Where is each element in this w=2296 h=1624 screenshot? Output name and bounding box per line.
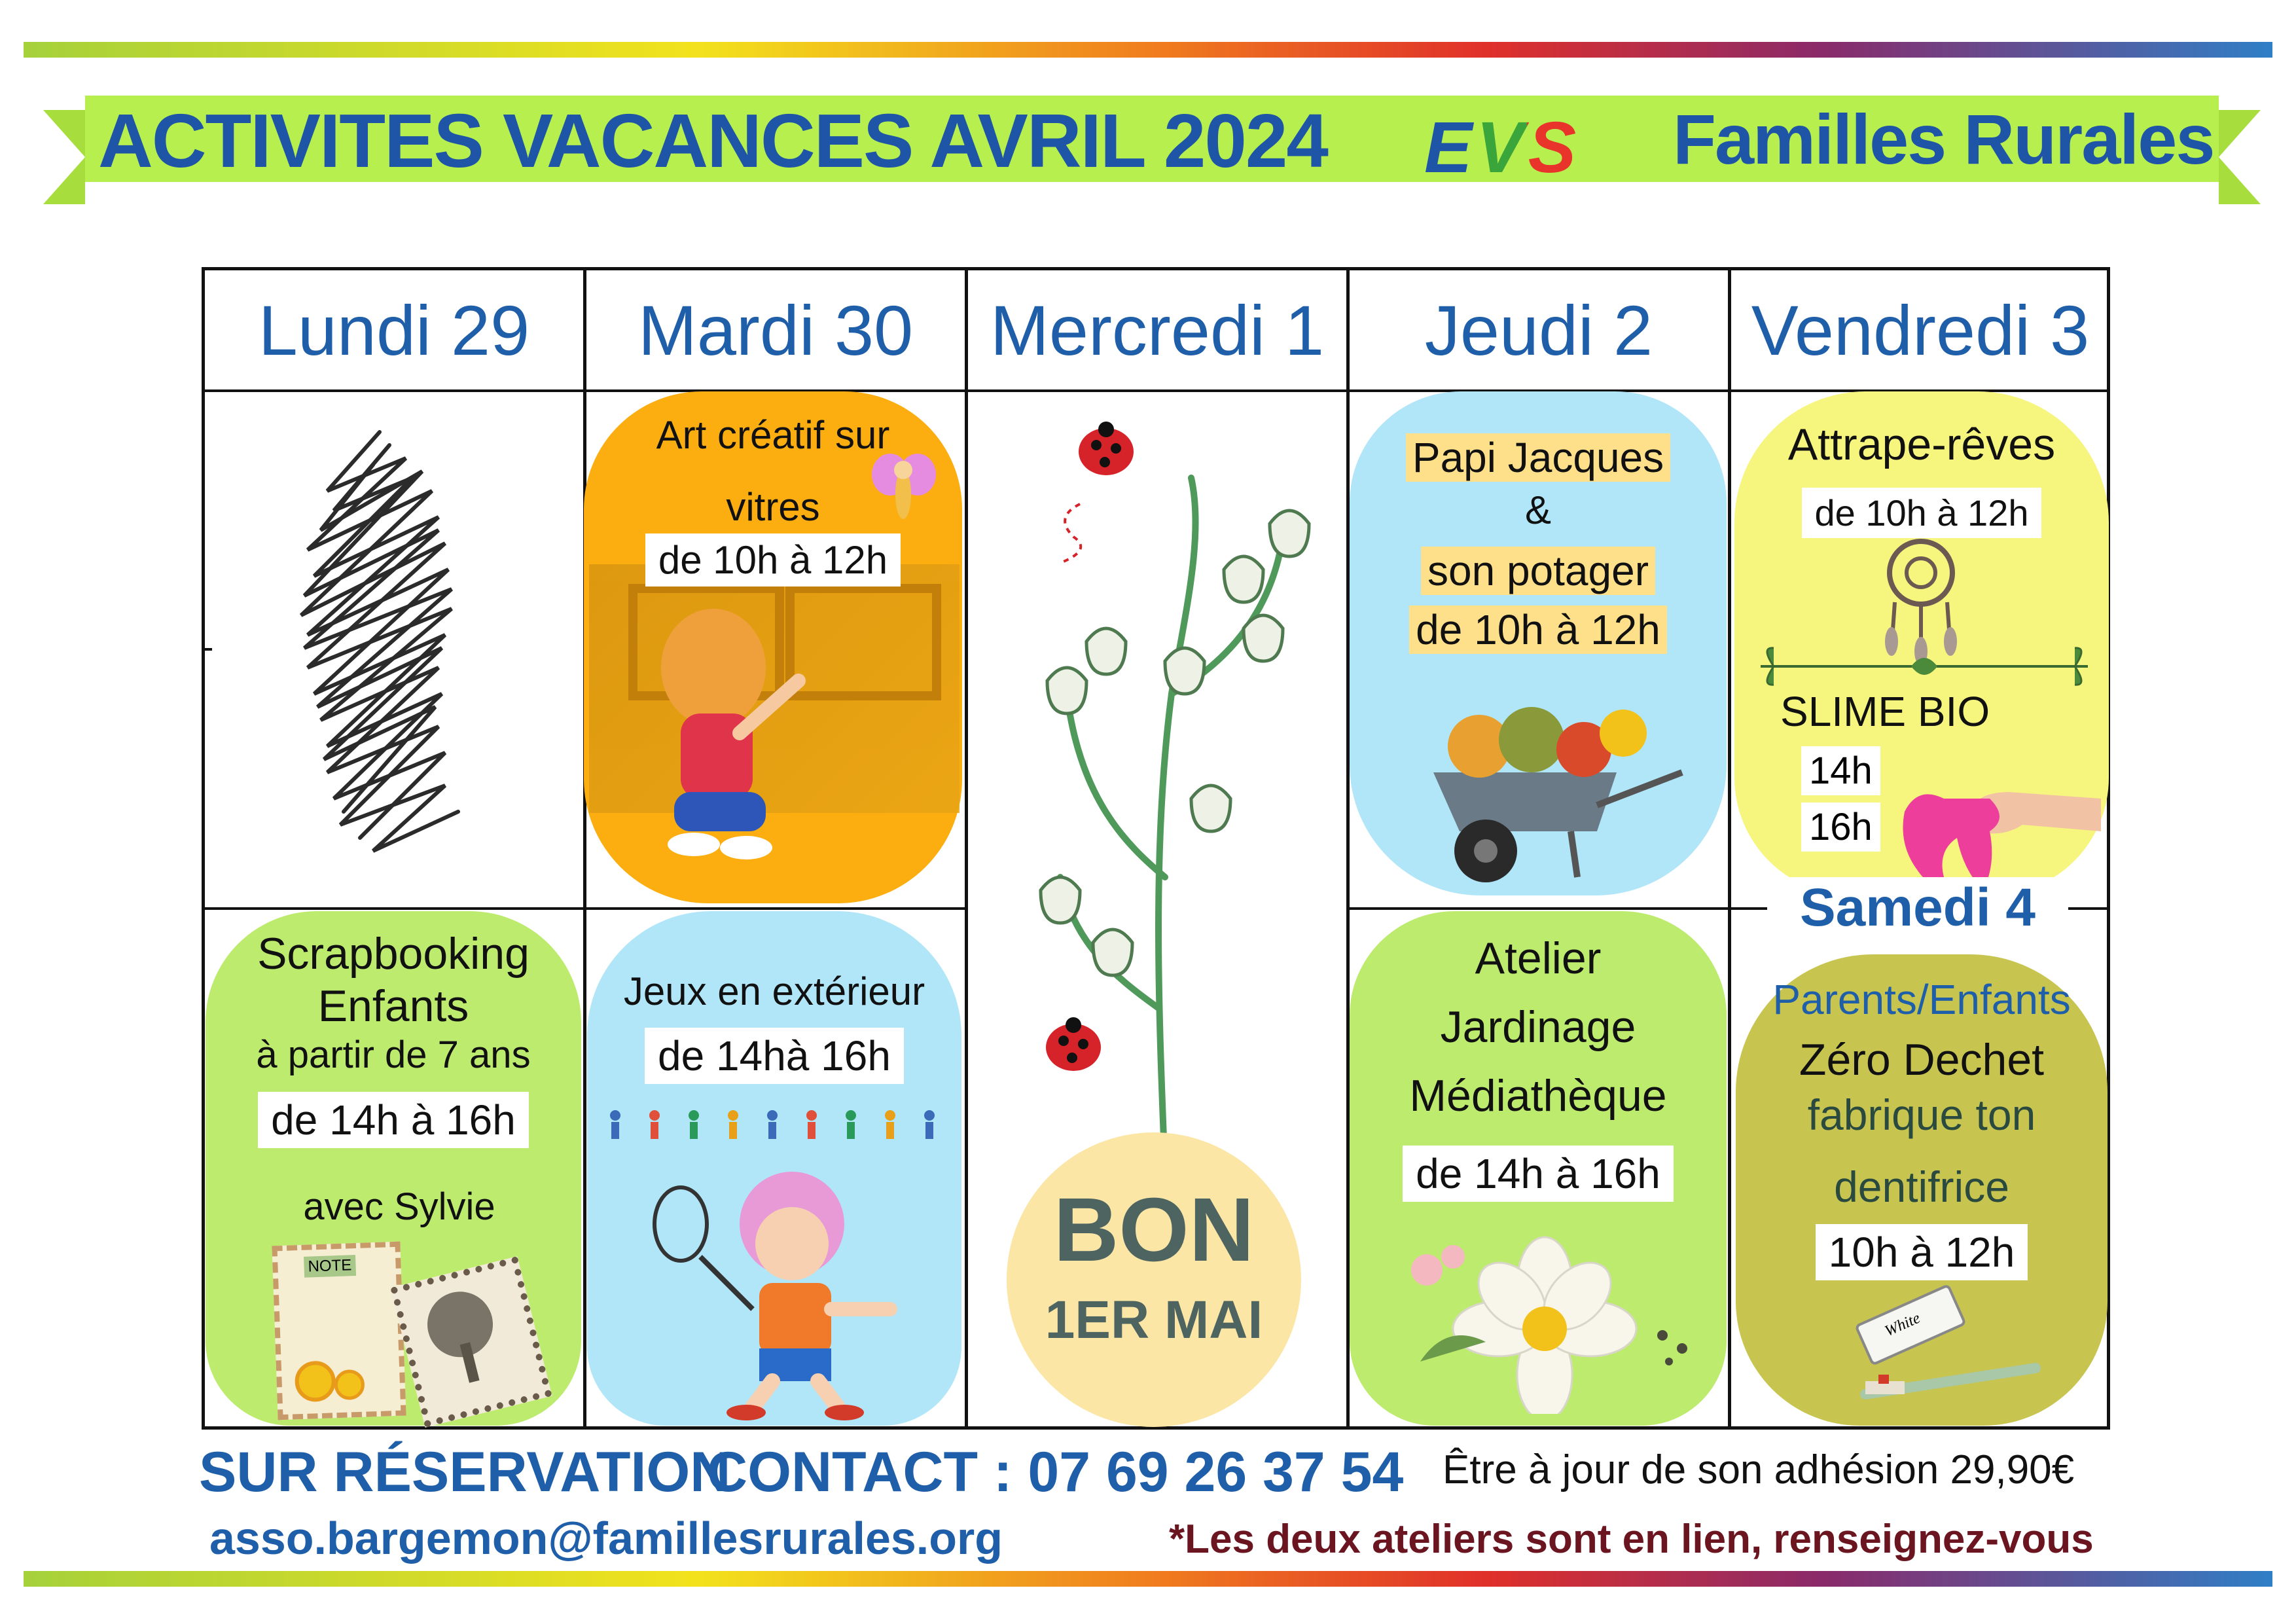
sunflower-icon (334, 1369, 365, 1401)
wheelbarrow-icon (1407, 694, 1695, 890)
day-header-mercredi: Mercredi 1 (990, 291, 1325, 370)
time-pill: de 14h à 16h (258, 1092, 529, 1148)
scrapbooking-title-2: Enfants (317, 981, 469, 1031)
art-creatif-time (584, 533, 962, 586)
header-row-divider (202, 389, 2110, 392)
slime-time-end: 16h (1801, 803, 1880, 852)
papi-jacques-time (1350, 605, 1727, 654)
day-header-lundi: Lundi 29 (258, 291, 530, 370)
art-creatif-title-1: Art créatif sur (656, 413, 890, 457)
son-potager-label: son potager (1421, 547, 1655, 595)
ladybug-icon (1079, 422, 1134, 475)
leaf-divider-icon (1754, 647, 2094, 686)
scrapbooking-age: à partir de 7 ans (256, 1034, 531, 1076)
girl-painting-illustration (648, 609, 818, 871)
grid-col-divider (965, 267, 968, 1430)
jardinage-title-3: Médiathèque (1409, 1071, 1667, 1121)
scrapbooking-title-1: Scrapbooking (257, 929, 529, 979)
day-header-jeudi: Jeudi 2 (1424, 291, 1653, 370)
day-header-vendredi: Vendredi 3 (1751, 291, 2090, 370)
bon-text: BON (1053, 1180, 1255, 1280)
note-paper-illustration (272, 1242, 406, 1420)
jardinage-title-1: Atelier (1475, 933, 1602, 983)
daisy-flower-illustration (1381, 1231, 1708, 1414)
jeux-exterieur-time (587, 1028, 961, 1084)
papi-jacques-amp: & (1524, 488, 1552, 532)
scrapbooking-host: avec Sylvie (303, 1185, 495, 1228)
zero-dechet-line-1: Parents/Enfants (1772, 976, 2071, 1023)
saturday-header: Samedi 4 (1767, 877, 2068, 939)
scrapbooking-time (206, 1092, 581, 1148)
zero-dechet-line-4: dentifrice (1834, 1163, 2009, 1211)
day-header-mardi: Mardi 30 (637, 291, 914, 370)
jardinage-time (1350, 1146, 1727, 1202)
zero-dechet-time (1736, 1224, 2108, 1280)
time-pill: de 14h à 16h (1403, 1146, 1674, 1202)
sunflower-icon (295, 1360, 336, 1402)
workshops-note: *Les deux ateliers sont en lien, renseignez-vous (1169, 1517, 2094, 1562)
contact-phone[interactable]: CONTACT : 07 69 26 37 54 (707, 1441, 1404, 1504)
contact-email[interactable]: asso.bargemon@famillesrurales.org (209, 1513, 1003, 1564)
membership-note: Être à jour de son adhésion 29,90€ (1443, 1447, 2075, 1492)
evs-logo (1424, 107, 1647, 188)
slime-time-start: 14h (1801, 746, 1880, 795)
time-pill: 10h à 12h (1816, 1224, 2028, 1280)
grid-col-divider (1728, 267, 1731, 1430)
top-rainbow-bar (24, 42, 2272, 58)
zero-dechet-line-2: Zéro Dechet (1799, 1035, 2045, 1085)
jardinage-title-2: Jardinage (1440, 1002, 1636, 1052)
tube-label: White (1882, 1309, 1923, 1341)
toothbrush-icon (1852, 1355, 2042, 1407)
tree-icon (398, 1267, 528, 1407)
papi-jacques-title-2 (1350, 547, 1727, 595)
dreamcatcher-icon (1878, 537, 1964, 661)
time-pill: de 10h à 12h (645, 533, 901, 586)
time-pill: de 14hà 16h (645, 1028, 904, 1084)
zero-dechet-line-3: fabrique ton (1807, 1091, 2036, 1139)
papi-jacques-label: Papi Jacques (1406, 433, 1670, 482)
bottom-rainbow-bar (24, 1571, 2272, 1587)
reservation-text: SUR RÉSERVATION (199, 1441, 731, 1504)
grid-tick (202, 648, 212, 651)
papi-jacques-title-1 (1350, 433, 1727, 482)
sports-figures-icon (602, 1106, 942, 1146)
premier-mai-text: 1ER MAI (1045, 1290, 1263, 1350)
evs-logo-text: EVS (1424, 107, 1581, 188)
note-label: NOTE (304, 1255, 356, 1278)
attrape-reves-time (1734, 488, 2109, 538)
attrape-reves-title: Attrape-rêves (1787, 420, 2056, 469)
page-title: ACTIVITES VACANCES AVRIL 2024 (98, 98, 1327, 183)
banner-left-tail (43, 110, 85, 204)
art-creatif-title-2: vitres (726, 485, 820, 529)
mid-row-divider (202, 907, 965, 910)
jeux-exterieur-title: Jeux en extérieur (623, 969, 925, 1013)
banner-right-tail (2219, 110, 2261, 204)
badminton-kid-illustration (641, 1165, 916, 1420)
papi-jacques-time-label: de 10h à 12h (1409, 605, 1667, 654)
scribble-illustration (281, 419, 504, 877)
lily-of-the-valley-illustration (995, 419, 1335, 1204)
org-name: Familles Rurales (1673, 99, 2214, 179)
time-pill: de 10h à 12h (1802, 488, 2042, 538)
slime-bio-title: SLIME BIO (1780, 688, 1990, 735)
